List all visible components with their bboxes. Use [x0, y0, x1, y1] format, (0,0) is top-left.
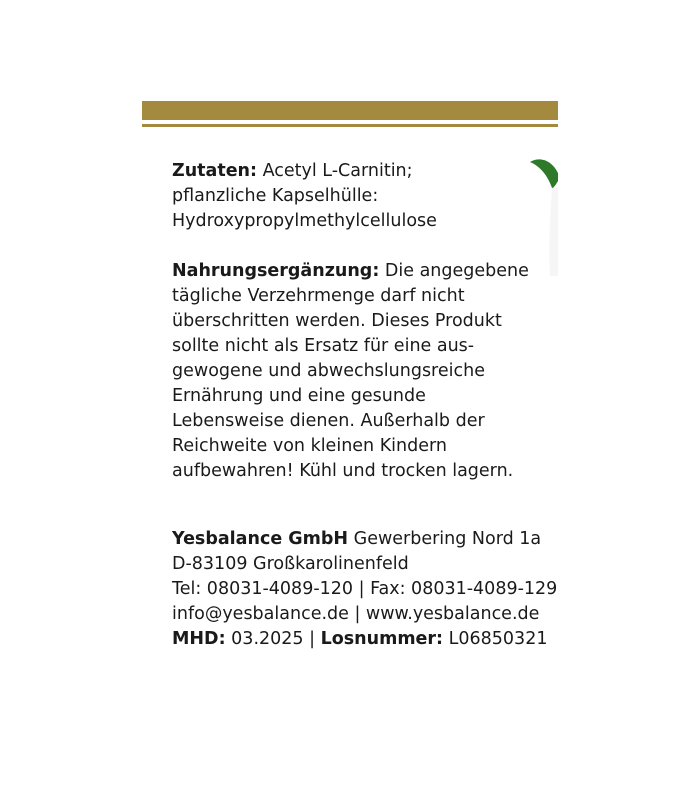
notice-line: sollte nicht als Ersatz für eine aus- [172, 336, 475, 356]
supplement-notice-heading: Nahrungsergänzung: [172, 261, 380, 281]
notice-line: Reichweite von kleinen Kindern [172, 436, 447, 456]
ingredients-line-2: pflanzliche Kapselhülle: [172, 186, 379, 206]
company-street: Gewerbering Nord 1a [353, 529, 542, 549]
notice-line: Lebensweise dienen. Außerhalb der [172, 411, 485, 431]
ingredients-section [172, 159, 572, 234]
lot-number-label: Losnummer: [320, 629, 444, 649]
company-info-section [172, 527, 572, 652]
company-city: D-83109 Großkarolinenfeld [172, 554, 409, 574]
ingredients-line-1: Acetyl L-Carnitin; [262, 161, 413, 181]
ingredients-heading: Zutaten: [172, 161, 258, 181]
company-name: Yesbalance GmbH [172, 529, 349, 549]
mhd-value: 03.2025 | [231, 629, 315, 649]
notice-line: Die angegebene [384, 261, 529, 281]
ingredients-line-3: Hydroxypropylmethylcellulose [172, 211, 437, 231]
top-gold-rule [142, 124, 558, 127]
mhd-label: MHD: [172, 629, 226, 649]
notice-line: aufbewahren! Kühl und trocken lagern. [172, 461, 514, 481]
company-phone-fax: Tel: 08031-4089-120 | Fax: 08031-4089-129 [172, 579, 558, 599]
notice-line: tägliche Verzehrmenge darf nicht [172, 286, 465, 306]
top-gold-band [142, 101, 558, 120]
lot-number-value: L06850321 [448, 629, 548, 649]
notice-line: gewogene und abwechslungsreiche [172, 361, 485, 381]
supplement-notice-section [172, 259, 572, 484]
company-web-contact: info@yesbalance.de | www.yesbalance.de [172, 604, 540, 624]
notice-line: überschritten werden. Dieses Produkt [172, 311, 502, 331]
notice-line: Ernährung und eine gesunde [172, 386, 426, 406]
